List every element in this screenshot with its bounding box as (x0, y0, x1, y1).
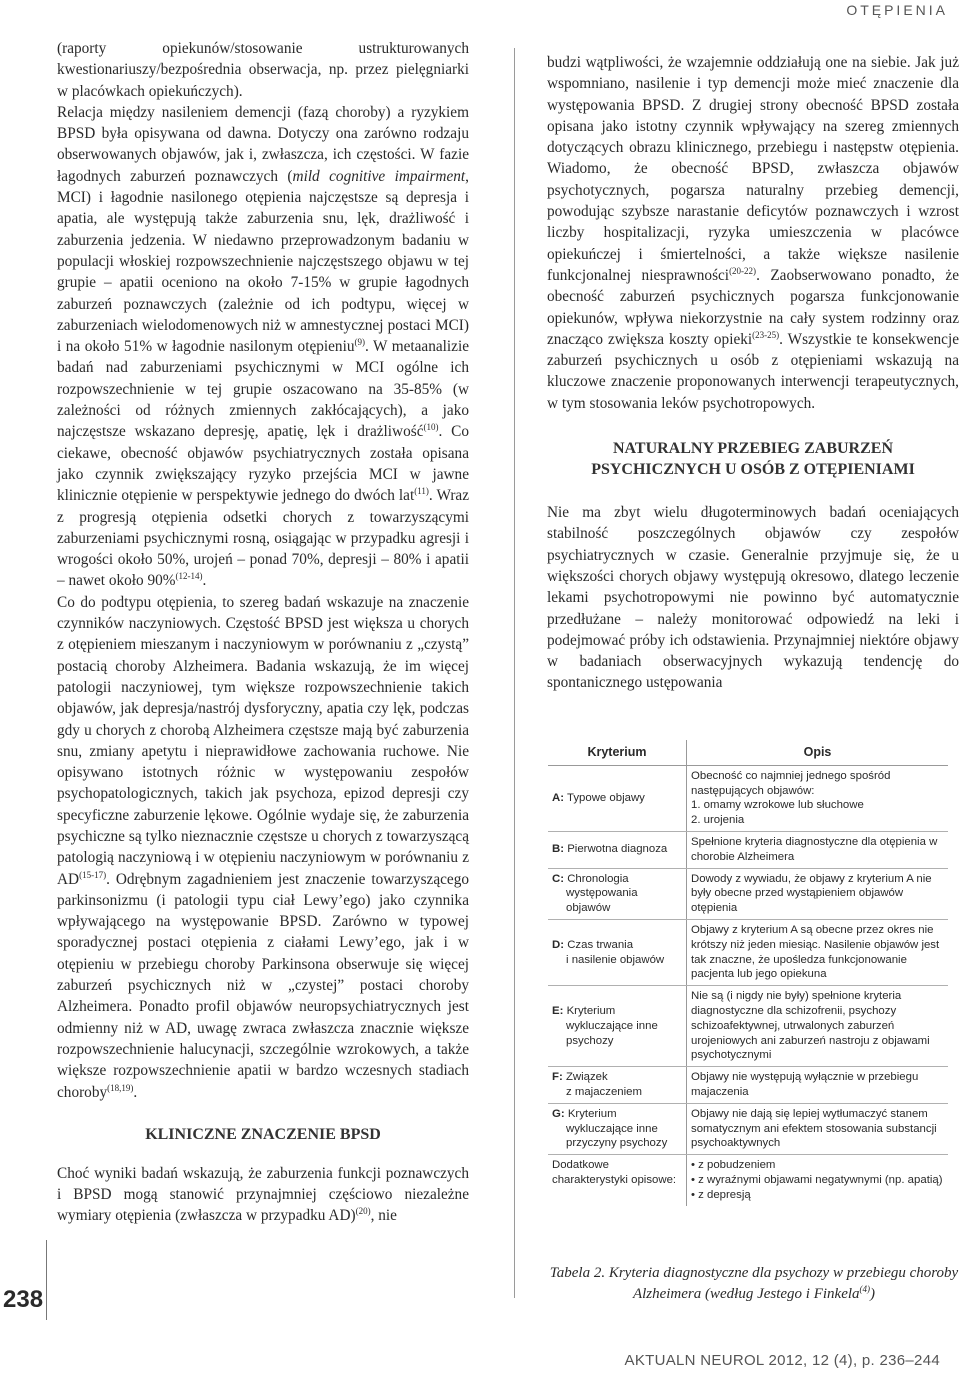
section-heading-natural-course (547, 438, 959, 480)
paragraph-5: Nie ma zbyt wielu długoterminowych badań oceniających stabilność poszczególnych objawów czy zespołów psychiatrycznych w czasie. Generalnie przyjmuje się, że u większości chorych objawy występują okresowo, dlatego leczenie lekami psychotropowymi nie powinno być automatycznie przedłużane – należy monitorować odpowiedź na leki i podejmować próby ich odstawienia. Przynajmniej niektóre objawy w badaniach obserwacyjnych wykazują tendencję do spontanicznego ustępowania (547, 504, 959, 692)
text-span: . Co ciekawe, obecność objawów psychiatrycznych została opisana jako czynnik zwiększający ryzyko przejścia MCI w jawne klinicznie otępienie w perspektywie jednego do dwóch lat (57, 423, 470, 505)
description-cell: Objawy nie dają się lepiej wytłumaczyć stanem somatycznym ani efektem stosowania substancji psychoaktywnych (687, 1103, 949, 1154)
description-cell: Obecność co najmniej jednego spośród następujących objawów: 1. omamy wzrokowe lub słuchowe 2. urojenia (687, 765, 949, 831)
column-header-opis: Opis (687, 740, 949, 765)
left-column (57, 38, 469, 1227)
table-row (548, 1155, 948, 1206)
criterion-cell: E: Kryterium wykluczające inne psychozy (548, 986, 687, 1067)
text-span: Choć wyniki badań wskazują, że zaburzenia funkcji poznawczych i BPSD mogą stanowić przynajmniej częściowo niezależne wymiary otępienia (zwłaszcza w przypadku AD) (57, 1164, 469, 1225)
criterion-cell: C: Chronologia występowania objawów (548, 868, 687, 919)
text-span: . Wszystkie te konsekwencje zaburzeń psychicznych u osób z otępieniami wskazują na kluczowe znaczenie proponowanych interwencji terapeutycznych, w tym stosowania leków psychotropowych. (547, 330, 959, 412)
table-row (548, 919, 948, 985)
table-row (548, 1067, 948, 1104)
text-span: . (202, 572, 207, 590)
text-span: budzi wątpliwości, że wzajemnie oddziałują one na siebie. Jak już wspomniano, nasilenie i typ demencji może mieć znaczenie dla występowania BPSD. Z drugiej strony obecność BPSD została opisana jako istotny czynnik wpływający na szereg zmiennych dotyczących obrazu klinicznego, przebiegu i następstw otępienia. Wiadomo, że obecność BPSD, zwłaszcza objawów psychotycznych, pogarsza naturalny przebieg demencji, powodując szybsze narastanie deficytów poznawczych i wzrost liczby hospitalizacji, ryzyka umieszczenia w placówce opiekuńczej i śmiertelności, a także większe nasilenie funkcjonalnej niesprawności (547, 54, 959, 284)
journal-footer: AKTUALN NEUROL 2012, 12 (4), p. 236–244 (624, 1352, 940, 1369)
criteria-table (548, 740, 948, 1206)
table-row (548, 1103, 948, 1154)
criterion-cell: A: Typowe objawy (548, 765, 687, 831)
description-cell: Nie są (i nigdy nie były) spełnione kryteria diagnostyczne dla schizofrenii, psychozy schizoafektywnej, utrwalonych zaburzeń urojeniowych ani zaburzeń nastroju z objawami psychotycznymi (687, 986, 949, 1067)
description-cell: Objawy z kryterium A są obecne przez okres nie krótszy niż jeden miesiąc. Nasilenie objawów jest tak znaczne, że upośledza funkcjonowanie pacjenta lub jego opiekuna (687, 919, 949, 985)
text-span: . Wraz z progresją otępienia odsetki chorych z towarzyszącymi zaburzeniami psychicznymi rosną, osiągając w przypadku agresji i wrogości około 50%, urojeń – ponad 70%, depresji – 80% i apatii – nawet około 90% (57, 487, 469, 590)
citation: (23-25) (752, 329, 780, 340)
paragraph-1 (57, 38, 469, 592)
table-row (548, 765, 948, 831)
heading-line: NATURALNY PRZEBIEG ZABURZEŃ (612, 440, 894, 458)
paragraph-4 (547, 52, 959, 414)
criterion-cell: D: Czas trwania i nasilenie objawów (548, 919, 687, 985)
italic-term: mild cognitive impairment (292, 167, 466, 185)
section-heading-clinical: KLINICZNE ZNACZENIE BPSD (145, 1125, 381, 1143)
citation: (20-22) (729, 265, 757, 276)
text-span: , MCI) i łagodnie nasilonego otępienia najczęstsze są depresja i apatia, ale występują także zaburzenia snu, lęk, drażliwość i zaburzenia jedzenia. W niedawno przeprowadzonym badaniu w populacji włoskiej rozpowszechnienie najczęstszego objawu w tej grupie – apatii oceniono na około 7-15% w grupie łagodnych zaburzeń poznawczych (zależnie od ich podtypu, więcej w zaburzeniach wielodomenowych niż w amnestycznej postaci MCI) i na około 51% w łagodnie nasilonym otępieniu (57, 167, 469, 356)
citation: (11) (414, 486, 429, 497)
citation: (9) (354, 337, 365, 348)
citation: (15-17) (79, 869, 107, 880)
description-cell: • z pobudzeniem • z wyraźnymi objawami negatywnymi (np. apatią) • z depresją (691, 1159, 943, 1201)
text-span: . Zaobserwowano ponadto, że obecność zaburzeń psychicznych pogarsza funkcjonowanie opiekunów, wpływa niekorzystnie na cały system rodzinny oraz znacząco zwiększa koszty opieki (547, 266, 960, 348)
citation: (18,19) (107, 1082, 134, 1093)
citation: (12-14) (175, 571, 203, 582)
criterion-cell: G: Kryterium wykluczające inne przyczyny psychozy (548, 1103, 687, 1154)
paragraph-3 (57, 1163, 469, 1227)
text-span: , nie (370, 1207, 397, 1225)
text-span: Co do podtypu otępienia, to szereg badań wskazuje na znaczenie czynników naczyniowych. Częstość BPSD jest większa u chorych z otępieniem mieszanym i naczyniowym w porównaniu z „czystą” postacią choroby Alzheimera. Badania wskazują, że im więcej patologii naczyniowej, tym większe rozpowszechnienie takich objawów, jak depresja/nastrój dysforyczny, apatia czy lęk, podczas gdy u chorych z chorobą Alzheimera częstsze mają być zaburzenia snu, zmiany apetytu i nieprawidłowe zachowania ruchowe. Nie opisywano istotnych różnic w występowaniu zespołów psychopatologicznych, takich jak psychoza, epizod depresji czy specyficzne zaburzenie lękowe. Ogólnie wydaje się, że zaburzenia psychiczne są tylko nieznacznie częstsze u chorych z towarzyszącą patologią naczyniową i w otępieniu naczyniowym w porównaniu z AD (57, 593, 469, 888)
column-header-kryterium: Kryterium (548, 740, 687, 765)
table-caption: Tabela 2. Kryteria diagnostyczne dla psychozy w przebiegu choroby Alzheimera (według Jestego i Finkela$^{(4)}$) (549, 1265, 959, 1302)
running-header: OTĘPIENIA (846, 2, 948, 18)
description-cell: Objawy nie występują wyłącznie w przebiegu majaczenia (687, 1067, 949, 1104)
criterion-cell: F: Związek z majaczeniem (548, 1067, 687, 1104)
text-span: (raporty opiekunów/stosowanie ustrukturowanych kwestionariuszy/bezpośrednia obserwacja, np. przez pielęgniarki w placówkach opiekuńczych). (57, 40, 469, 100)
text-span: . Odrębnym zagadnieniem jest znaczenie towarzyszącego parkinsonizmu (i patologii typu ciał Lewy’ego) jako czynnika wpływającego na występowanie BPSD. Zarówno w typowej sporadycznej postaci otępienia z ciałami Lewy’ego, jak i w otępieniu w przebiegu choroby Parkinsona obserwuje się więcej zaburzeń psychicznych niż w „czystej” postaci choroby Alzheimera. Ponadto profil objawów neuropsychiatrycznych jest odmienny niż w AD, uwagę zwraca zwłaszcza znacznie większe rozpowszechnienie halucynacji, szczególnie wzrokowych, a także większe rozpowszechnienie apatii w bardzo wczesnych stadiach choroby (57, 870, 469, 1101)
paragraph-2 (57, 592, 469, 1103)
right-column (547, 52, 959, 694)
text-span: Relacja między nasileniem demencji (fazą choroby) a ryzykiem BPSD była opisywana od dawna. Dotyczy ona zarówno rodzaju obserwowanych objawów, jak i, zwłaszcza, ich częstości. W fazie łagodnych zaburzeń poznawczych ( (57, 103, 469, 185)
criterion-cell: Dodatkowe charakterystyki opisowe: (548, 1155, 687, 1206)
description-cell: Dowody z wywiadu, że objawy z kryterium A nie były obecne przed wystąpieniem objawów otępienia (687, 868, 949, 919)
text-span: . (133, 1083, 138, 1101)
column-divider (514, 48, 515, 1298)
table-header-row (548, 740, 948, 765)
criterion-cell: B: Pierwotna diagnoza (548, 831, 687, 868)
citation: (10) (423, 422, 439, 433)
heading-line: PSYCHICZNYCH U OSÓB Z OTĘPIENIAMI (591, 461, 915, 479)
table-row (548, 831, 948, 868)
citation: (20) (355, 1206, 371, 1217)
table-row (548, 868, 948, 919)
page-number: 238 (3, 1286, 44, 1313)
table-row (548, 986, 948, 1067)
text-span: . W metaanalizie badań nad zaburzeniami psychicznymi w MCI ogólne ich rozpowszechnienie w tej grupie oszacowano na 35-85% (w zależności od różnych zmiennych zakłócających), a jako najczęstsze wskazano depresję, apatię, lęk i drażliwość (57, 338, 469, 441)
page-number-rule (46, 1240, 47, 1320)
description-cell: Spełnione kryteria diagnostyczne dla otępienia w chorobie Alzheimera (687, 831, 949, 868)
